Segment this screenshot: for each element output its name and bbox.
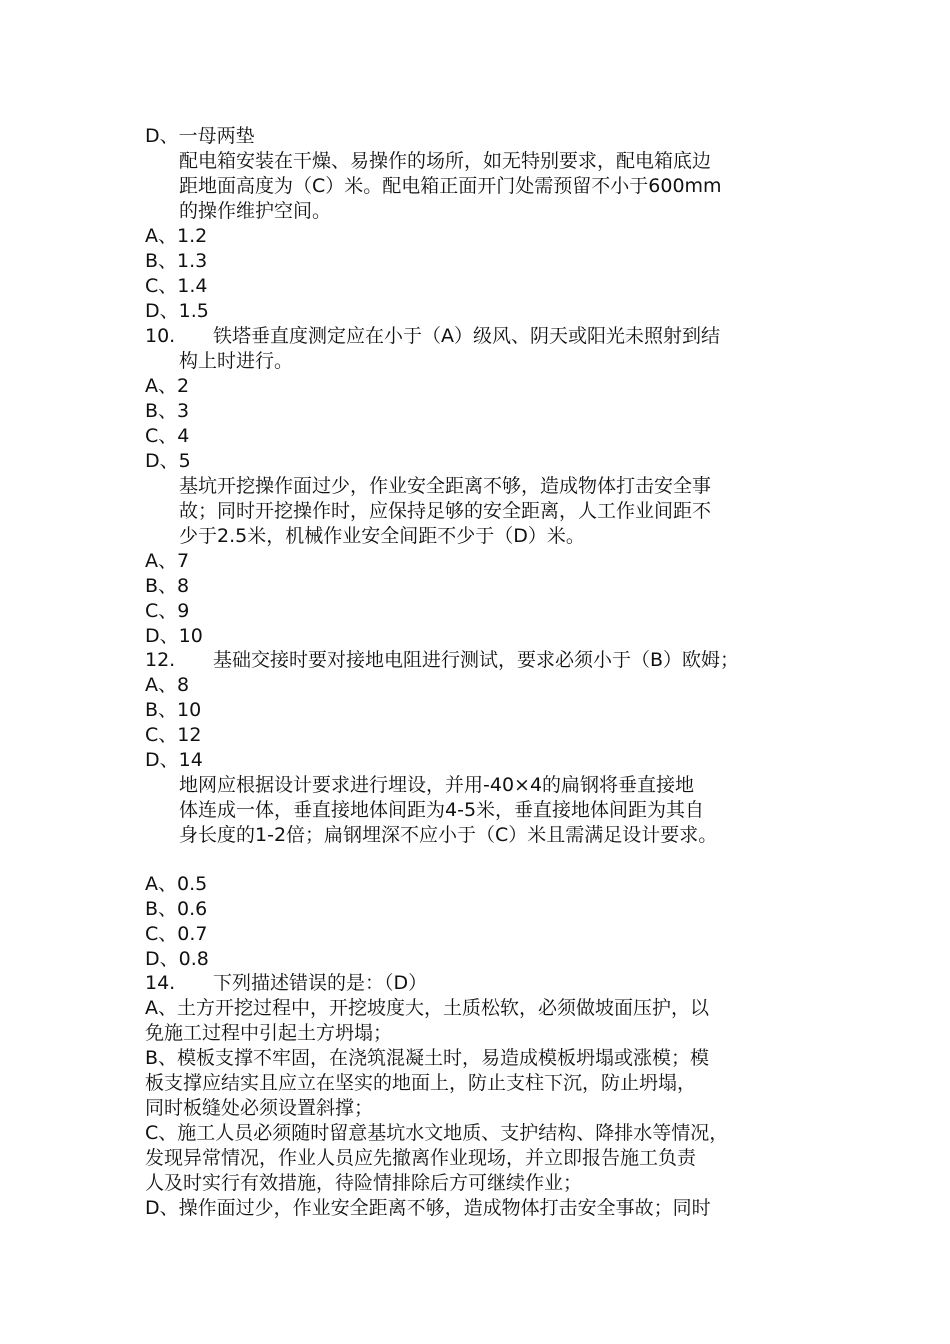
option-line: A、7	[145, 550, 190, 572]
question-11-text: 故；同时开挖操作时，应保持足够的安全距离，人工作业间距不	[179, 500, 712, 522]
option-line: C、12	[145, 724, 202, 746]
option-line: 板支撑应结实且应立在坚实的地面上，防止支柱下沉，防止坍塌，	[145, 1072, 697, 1094]
option-line: A、8	[145, 674, 190, 696]
question-9-text: 的操作维护空间。	[179, 200, 332, 222]
question-number: 14.	[145, 972, 176, 994]
option-line: B、3	[145, 400, 190, 422]
question-9-text: 配电箱安装在干燥、易操作的场所，如无特别要求，配电箱底边	[179, 150, 712, 172]
option-line: D、一母两垫	[145, 125, 255, 147]
option-line: D、操作面过少，作业安全距离不够，造成物体打击安全事故；同时	[145, 1197, 711, 1219]
option-line: C、4	[145, 425, 190, 447]
option-line: 同时板缝处必须设置斜撑；	[145, 1097, 374, 1119]
option-line: 发现异常情况，作业人员应先撤离作业现场，并立即报告施工负责	[145, 1147, 697, 1169]
question-10	[0, 324, 950, 349]
option-line: B、0.6	[145, 898, 208, 920]
option-line: B、10	[145, 699, 202, 721]
option-line: B、8	[145, 575, 190, 597]
question-text: 铁塔垂直度测定应在小于（A）级风、阴天或阳光未照射到结	[213, 325, 720, 347]
option-line: D、14	[145, 749, 203, 771]
option-line: C、0.7	[145, 923, 208, 945]
question-13-text: 身长度的1-2倍；扁钢埋深不应小于（C）米且需满足设计要求。	[179, 824, 718, 846]
option-line: A、0.5	[145, 873, 208, 895]
option-line: 免施工过程中引起土方坍塌；	[145, 1022, 393, 1044]
question-number: 12.	[145, 649, 176, 671]
question-number: 10.	[145, 325, 176, 347]
question-text: 基础交接时要对接地电阻进行测试，要求必须小于（B）欧姆；	[213, 649, 740, 671]
option-line: B、模板支撑不牢固，在浇筑混凝土时，易造成模板坍塌或涨模；模	[145, 1047, 710, 1069]
question-12	[0, 648, 950, 673]
question-11-text: 基坑开挖操作面过少，作业安全距离不够，造成物体打击安全事	[179, 475, 712, 497]
option-line: C、施工人员必须随时留意基坑水文地质、支护结构、降排水等情况，	[145, 1122, 729, 1144]
question-14	[0, 971, 950, 996]
option-line: D、0.8	[145, 948, 209, 970]
option-line: A、2	[145, 375, 190, 397]
option-line: A、土方开挖过程中，开挖坡度大，土质松软，必须做坡面压护，以	[145, 997, 709, 1019]
option-line: D、10	[145, 625, 203, 647]
option-line: B、1.3	[145, 250, 208, 272]
question-9-text: 距地面高度为（C）米。配电箱正面开门处需预留不小于600mm	[179, 175, 722, 197]
option-line: A、1.2	[145, 225, 208, 247]
question-text: 下列描述错误的是：（D）	[213, 972, 428, 994]
question-13-text: 地网应根据设计要求进行埋设，并用-40×4的扁钢将垂直接地	[179, 774, 695, 796]
question-13-text: 体连成一体，垂直接地体间距为4-5米，垂直接地体间距为其自	[179, 799, 705, 821]
option-line: D、5	[145, 450, 191, 472]
question-11-text: 少于2.5米，机械作业安全间距不少于（D）米。	[179, 525, 585, 547]
option-line: D、1.5	[145, 300, 209, 322]
option-line: C、9	[145, 600, 190, 622]
option-line: 人及时实行有效措施，待险情排除后方可继续作业；	[145, 1172, 583, 1194]
option-line: C、1.4	[145, 275, 208, 297]
question-10-text: 构上时进行。	[179, 350, 294, 372]
